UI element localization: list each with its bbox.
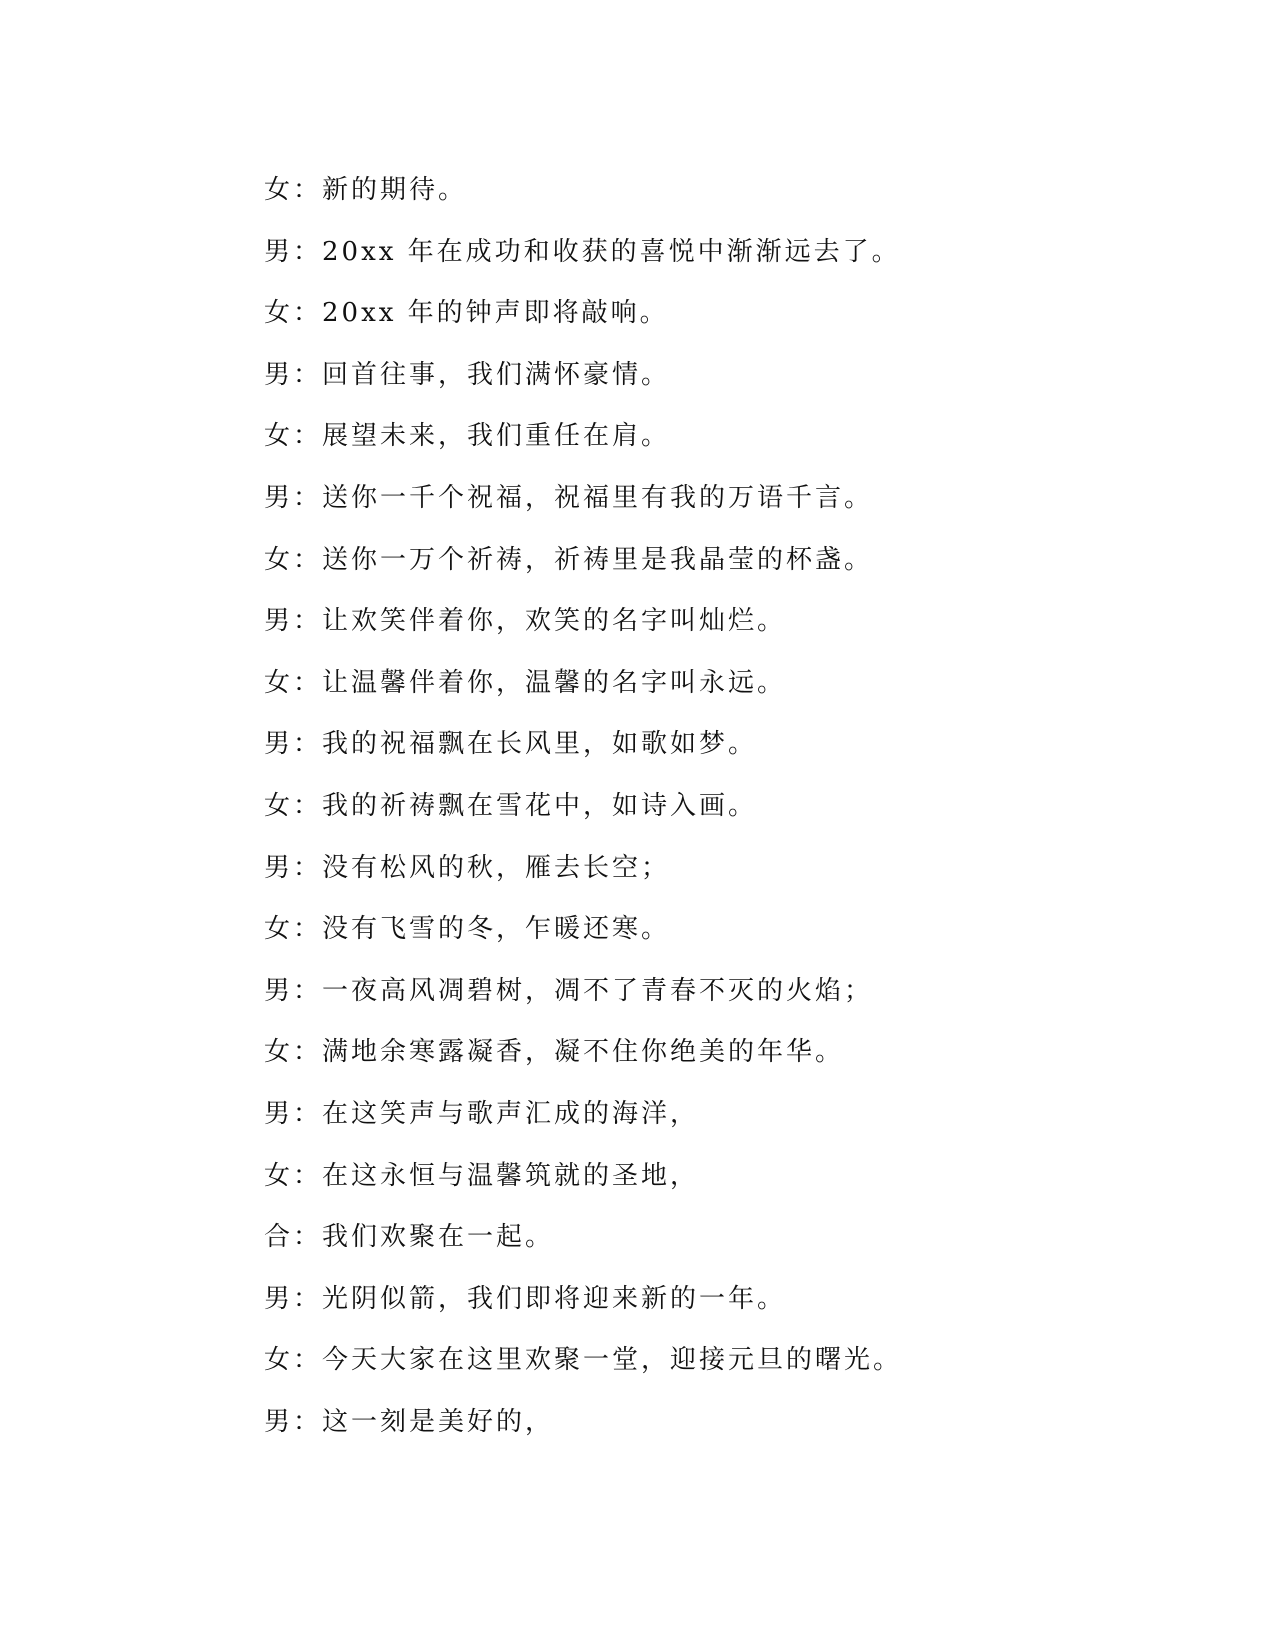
dialogue-line: 女：让温馨伴着你，温馨的名字叫永远。 [264,667,787,698]
dialogue-line: 女：我的祈祷飘在雪花中，如诗入画。 [264,790,758,821]
dialogue-line: 女：20xx 年的钟声即将敲响。 [264,298,669,329]
dialogue-line: 女：今天大家在这里欢聚一堂，迎接元旦的曙光。 [264,1345,903,1376]
dialogue-line: 女：在这永恒与温馨筑就的圣地， [264,1160,700,1191]
dialogue-line: 男：送你一千个祝福，祝福里有我的万语千言。 [264,482,874,513]
dialogue-line: 女：展望未来，我们重任在肩。 [264,421,671,452]
dialogue-line: 女：新的期待。 [264,175,468,205]
dialogue-line: 男：在这笑声与歌声汇成的海洋， [264,1098,700,1129]
dialogue-line: 男：我的祝福飘在长风里，如歌如梦。 [264,729,758,760]
dialogue-line: 合：我们欢聚在一起。 [264,1222,555,1253]
dialogue-line: 男：20xx 年在成功和收获的喜悦中渐渐远去了。 [264,236,901,267]
dialogue-line: 女：满地余寒露凝香，凝不住你绝美的年华。 [264,1037,845,1068]
dialogue-line: 男：回首往事，我们满怀豪情。 [264,359,671,390]
dialogue-line: 女：送你一万个祈祷，祈祷里是我晶莹的杯盏。 [264,544,874,575]
dialogue-line: 男：这一刻是美好的， [264,1406,555,1437]
dialogue-line: 男：没有松风的秋，雁去长空； [264,852,671,883]
document-body [264,160,1224,1453]
dialogue-line: 女：没有飞雪的冬，乍暖还寒。 [264,914,671,945]
dialogue-line: 男：一夜高风凋碧树，凋不了青春不灭的火焰； [264,975,874,1006]
dialogue-line: 男：光阴似箭，我们即将迎来新的一年。 [264,1283,787,1314]
dialogue-line: 男：让欢笑伴着你，欢笑的名字叫灿烂。 [264,606,787,637]
